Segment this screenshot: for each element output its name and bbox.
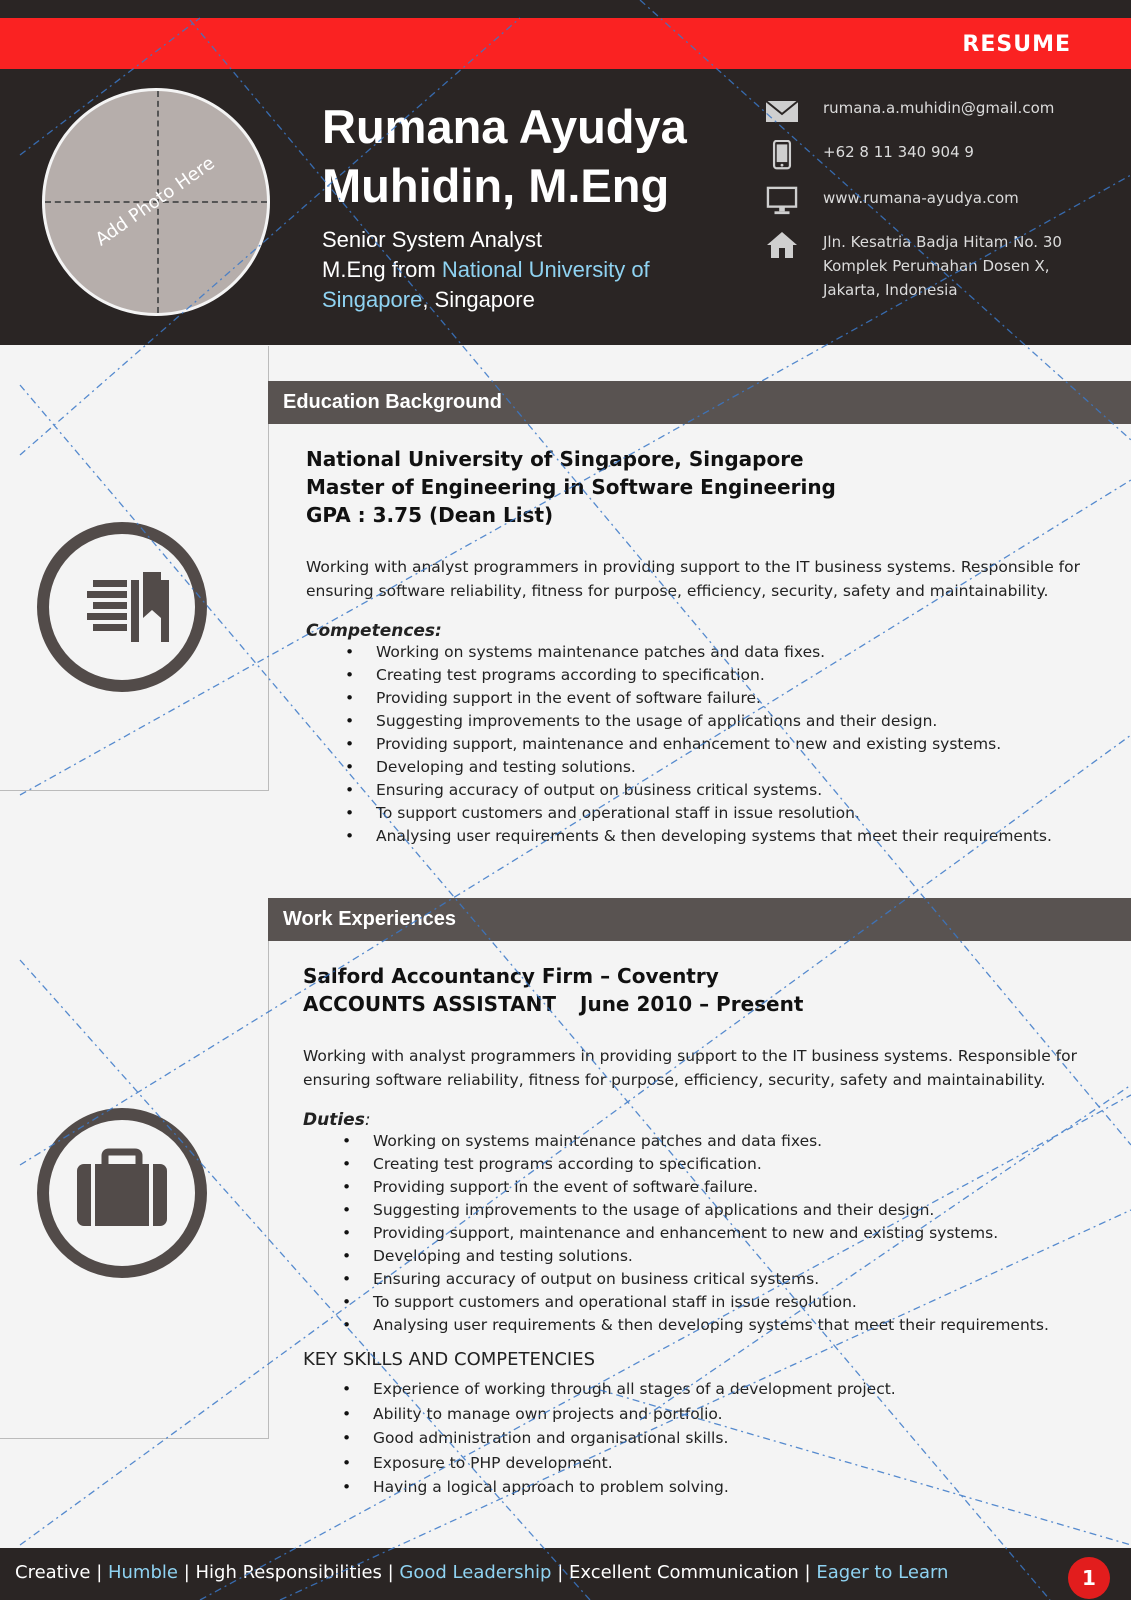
footer-trait: High Responsibilities (195, 1562, 382, 1583)
skill-item: • Experience of working through all stages of a development project. (373, 1377, 1103, 1402)
trait-separator: | (177, 1562, 196, 1583)
page-number-badge: 1 (1068, 1557, 1110, 1599)
contact-website-row (765, 186, 1095, 218)
contact-email-row (765, 96, 1095, 126)
work-company: Salford Accountancy Firm – Coventry (303, 964, 719, 988)
competence-item: • Analysing user requirements & then developing systems that meet their requirements. (376, 825, 1096, 848)
duty-item: • Working on systems maintenance patches and data fixes. (373, 1130, 1103, 1153)
duties-heading (303, 1110, 1103, 1130)
university-link[interactable]: National University of Singapore (322, 257, 650, 312)
education-icon-circle (37, 522, 207, 692)
mobile-phone-icon (765, 140, 799, 170)
candidate-name: Rumana Ayudya Muhidin, M.Eng (322, 100, 687, 212)
education-institution: National University of Singapore, Singapore (306, 447, 804, 471)
competence-item: • Providing support, maintenance and enhancement to new and existing systems. (376, 733, 1096, 756)
trait-separator: | (381, 1562, 400, 1583)
education-gpa: GPA : 3.75 (Dean List) (306, 503, 554, 527)
footer-traits (15, 1562, 948, 1583)
book-bookmark-icon (49, 534, 195, 680)
degree-suffix: , Singapore (422, 287, 535, 312)
footer-bar (0, 1548, 1131, 1600)
degree-prefix: M.Eng from (322, 257, 442, 282)
address-line-3: Jakarta, Indonesia (823, 281, 958, 299)
skills-heading: KEY SKILLS AND COMPETENCIES (303, 1349, 595, 1370)
degree-line (322, 255, 722, 315)
competence-item: • To support customers and operational staff in issue resolution. (376, 802, 1096, 825)
skill-item: • Good administration and organisational skills. (373, 1426, 1103, 1451)
footer-trait: Eager to Learn (816, 1562, 949, 1583)
work-role: ACCOUNTS ASSISTANT (303, 992, 557, 1016)
education-description: Working with analyst programmers in providing support to the IT business systems. Responsible for ensuring software reliability, fitness for purpose, efficiency, security, safety and maintainability. (306, 558, 1080, 600)
competence-item: • Developing and testing solutions. (376, 756, 1096, 779)
trait-separator: | (90, 1562, 108, 1583)
resume-label: RESUME (962, 32, 1071, 57)
briefcase-icon (49, 1120, 195, 1266)
duty-item: • Analysing user requirements & then developing systems that meet their requirements. (373, 1314, 1103, 1337)
duty-item: • To support customers and operational staff in issue resolution. (373, 1291, 1103, 1314)
contact-address-row (765, 230, 1095, 304)
education-section-bar: Education Background (268, 381, 1131, 424)
duty-item: • Creating test programs according to specification. (373, 1153, 1103, 1176)
photo-placeholder-label: Add Photo Here (91, 152, 219, 251)
competence-item: • Ensuring accuracy of output on business critical systems. (376, 779, 1096, 802)
competence-item: • Providing support in the event of software failure. (376, 687, 1096, 710)
duties-colon: : (364, 1110, 371, 1130)
trait-separator: | (798, 1562, 817, 1583)
envelope-icon (765, 96, 799, 126)
contact-address (823, 230, 1062, 302)
skill-item: • Ability to manage own projects and portfolio. (373, 1402, 1103, 1427)
house-icon (765, 230, 799, 260)
address-line-2: Komplek Perumahan Dosen X, (823, 257, 1050, 275)
competence-item: • Working on systems maintenance patches and data fixes. (376, 641, 1096, 664)
monitor-icon (765, 186, 799, 216)
address-line-1: Jln. Kesatria Badja Hitam No. 30 (823, 233, 1062, 251)
duty-item: • Providing support in the event of software failure. (373, 1176, 1103, 1199)
competence-item: • Creating test programs according to specification. (376, 664, 1096, 687)
duty-item: • Suggesting improvements to the usage of applications and their design. (373, 1199, 1103, 1222)
duty-item: • Providing support, maintenance and enhancement to new and existing systems. (373, 1222, 1103, 1245)
footer-trait: Creative (15, 1562, 91, 1583)
trait-separator: | (551, 1562, 569, 1583)
work-content (303, 962, 1103, 1500)
competences-heading: Competences: (306, 621, 442, 641)
contact-phone[interactable]: +62 8 11 340 904 9 (823, 143, 974, 161)
competence-item: • Suggesting improvements to the usage of applications and their design. (376, 710, 1096, 733)
job-title: Senior System Analyst (322, 227, 543, 252)
work-section-bar: Work Experiences (268, 898, 1131, 941)
work-icon-circle (37, 1108, 207, 1278)
photo-placeholder[interactable] (42, 88, 270, 316)
skills-list (303, 1377, 1103, 1500)
contact-phone-row (765, 140, 1095, 174)
duties-list (303, 1130, 1103, 1337)
footer-trait: Good Leadership (399, 1562, 552, 1583)
footer-trait: Humble (107, 1562, 178, 1583)
skill-item: • Having a logical approach to problem solving. (373, 1475, 1103, 1500)
duty-item: • Ensuring accuracy of output on business critical systems. (373, 1268, 1103, 1291)
education-content (306, 445, 1096, 848)
skill-item: • Exposure to PHP development. (373, 1451, 1103, 1476)
top-strip (0, 0, 1131, 18)
footer-trait: Excellent Communication (569, 1562, 799, 1583)
education-degree: Master of Engineering in Software Engineering (306, 475, 836, 499)
candidate-subtitle (322, 225, 722, 315)
duties-label: Duties (303, 1110, 365, 1130)
contact-email[interactable]: rumana.a.muhidin@gmail.com (823, 99, 1055, 117)
competences-list (306, 641, 1096, 848)
contact-website[interactable]: www.rumana-ayudya.com (823, 189, 1019, 207)
duty-item: • Developing and testing solutions. (373, 1245, 1103, 1268)
red-banner (0, 18, 1131, 69)
work-description: Working with analyst programmers in providing support to the IT business systems. Responsible for ensuring software reliability, fitness for purpose, efficiency, security, safety and maintainability. (303, 1047, 1077, 1089)
work-role-line (303, 990, 1103, 1018)
work-period: June 2010 – Present (580, 992, 804, 1016)
